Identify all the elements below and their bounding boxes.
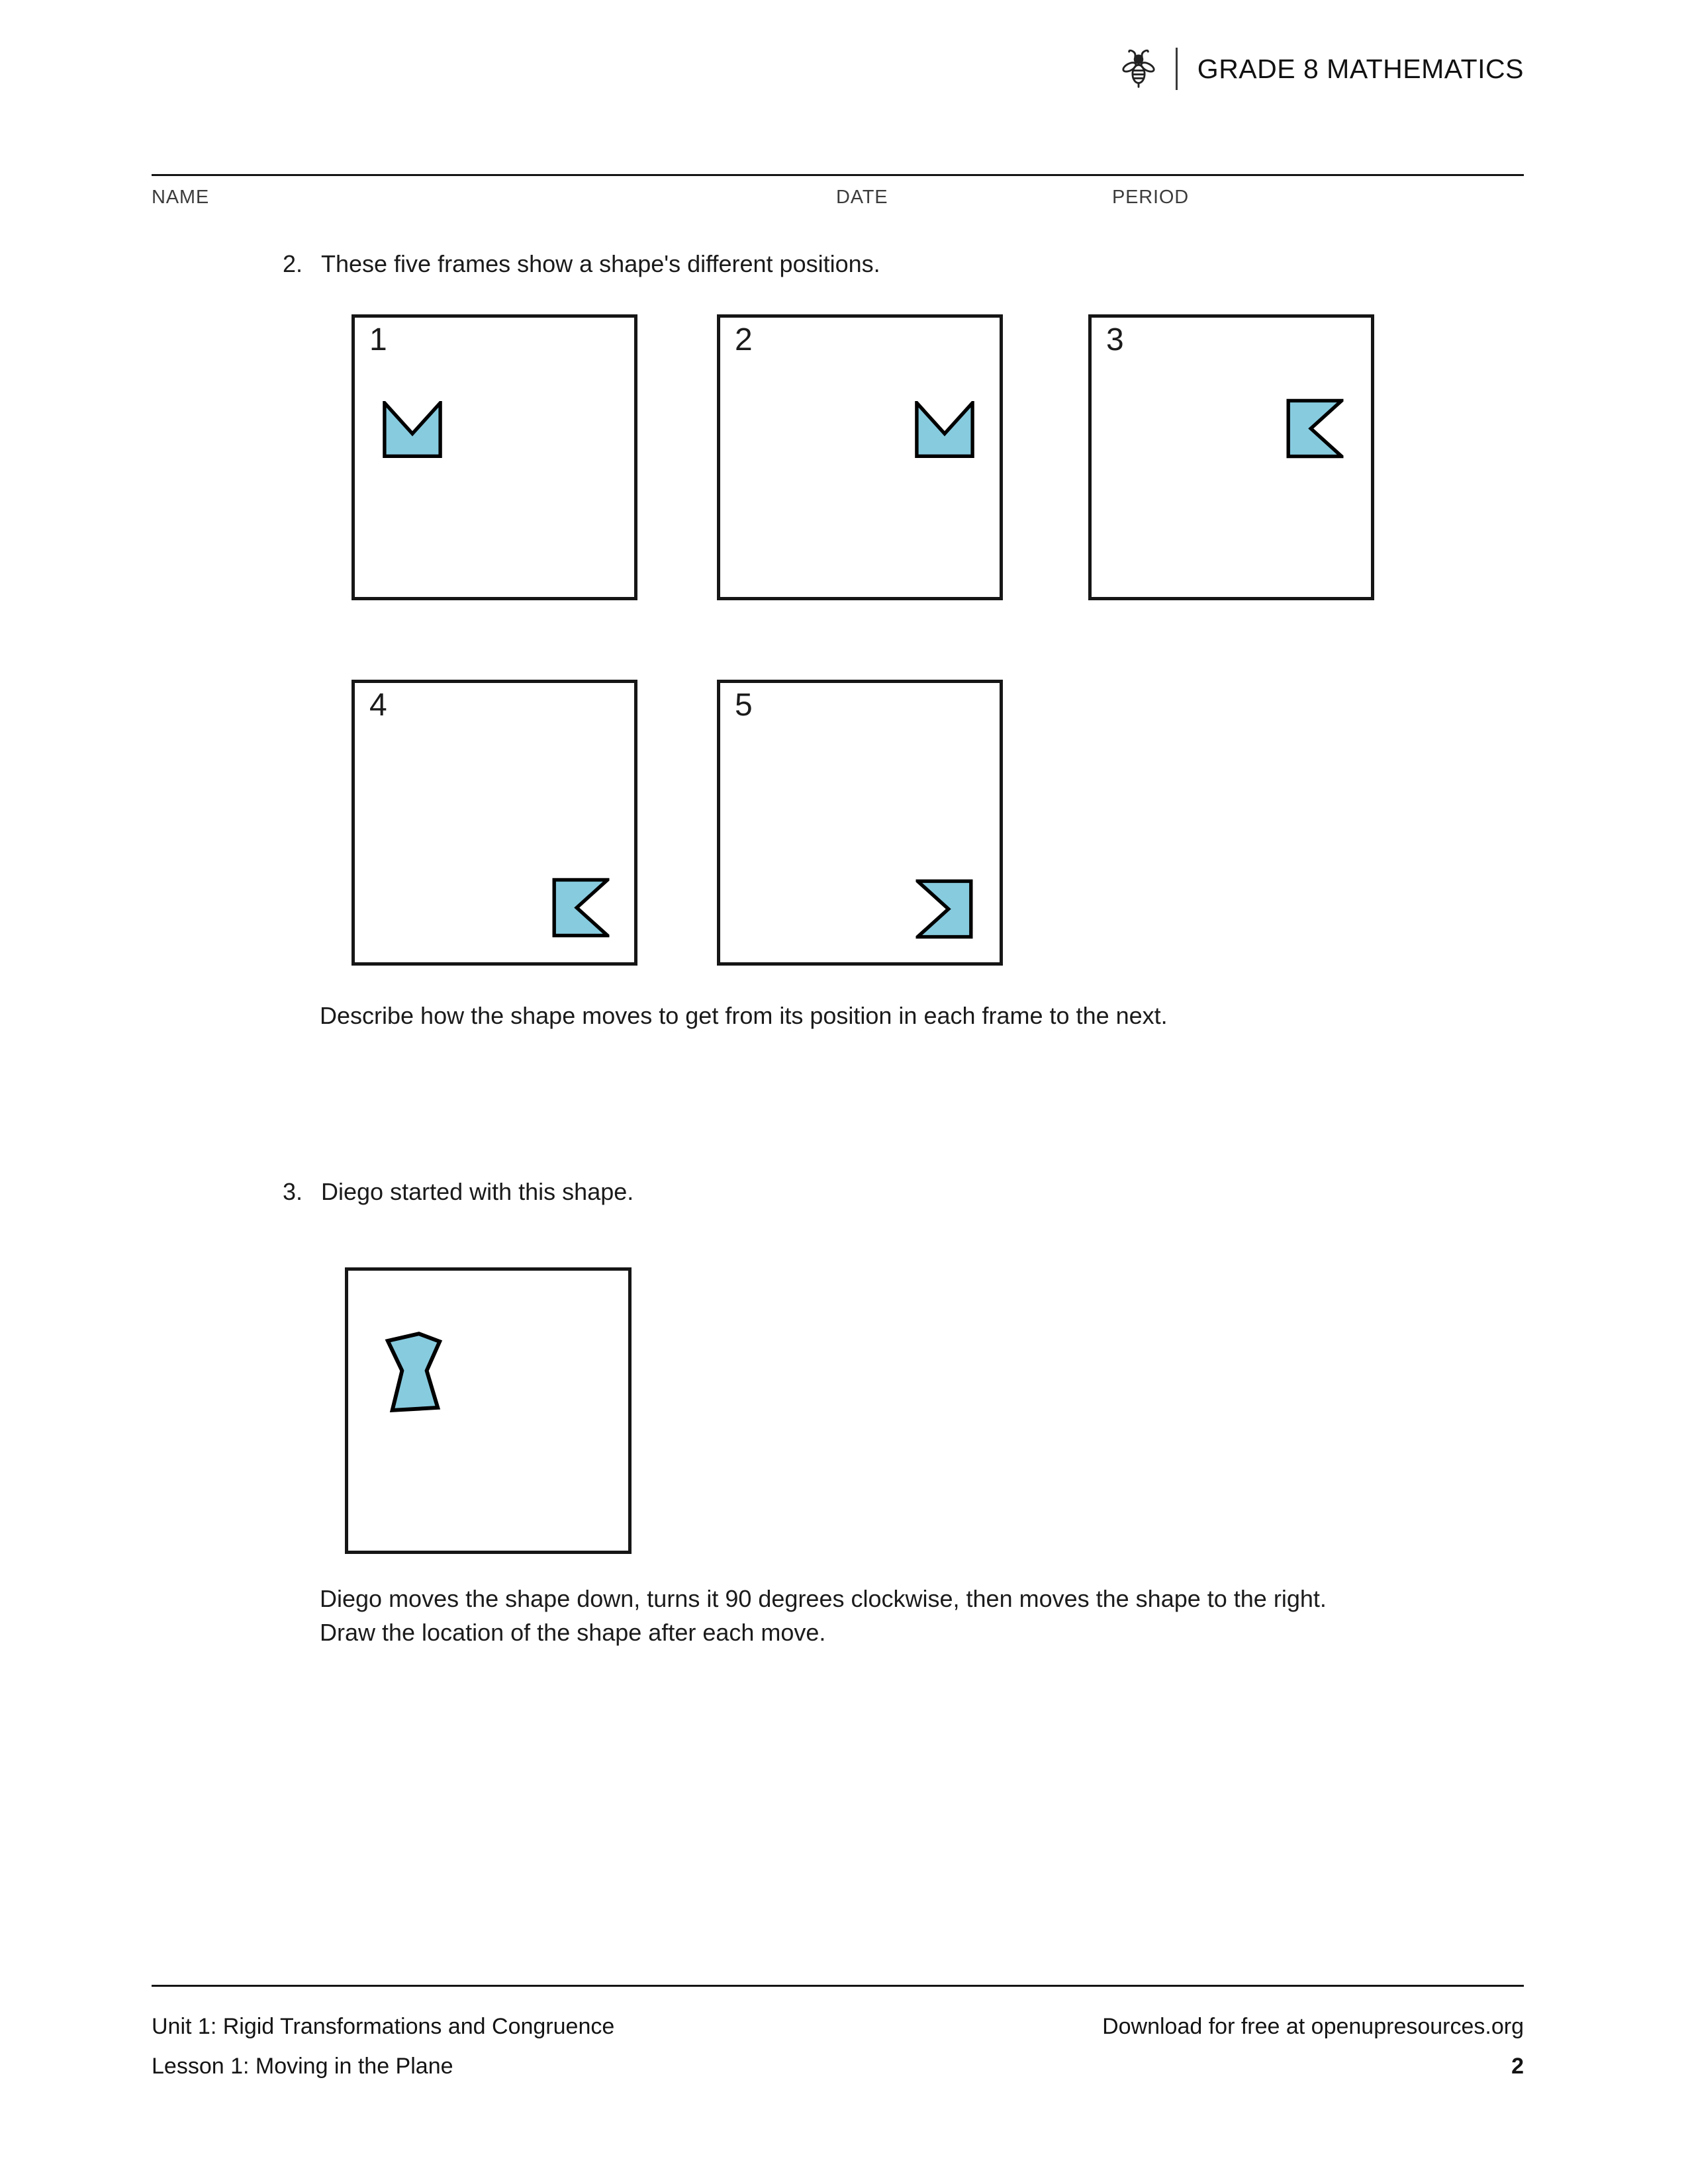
period-label: PERIOD <box>1112 187 1189 208</box>
footer-page-number: 2 <box>1511 2054 1524 2079</box>
problem3-instructions: Diego moves the shape down, turns it 90 degrees clockwise, then moves the shape to the right. Draw the location of the shape after each move. <box>320 1585 1327 1647</box>
name-label: NAME <box>152 187 209 208</box>
footer-lesson: Lesson 1: Moving in the Plane <box>152 2054 453 2079</box>
problem2-prompt: These five frames show a shape's different positions. <box>321 250 880 277</box>
problem2-describe-text: Describe how the shape moves to get from its position in each frame to the next. <box>320 1002 1168 1029</box>
page-header <box>1121 40 1524 98</box>
frame-3 <box>1088 314 1374 600</box>
flag-shape-frame-1 <box>383 401 442 461</box>
hourglass-shape <box>381 1332 446 1420</box>
problem3-frame <box>345 1267 632 1554</box>
flag-shape-frame-4 <box>549 878 610 938</box>
flag-shape-frame-2 <box>915 401 974 461</box>
frame-2-label: 2 <box>735 322 753 357</box>
footer-rule <box>152 1985 1524 1987</box>
footer-right <box>1102 2007 1524 2086</box>
flag-shape-frame-5 <box>916 880 976 939</box>
footer-left <box>152 2007 614 2086</box>
frame-5 <box>717 680 1003 966</box>
header-rule <box>152 174 1524 176</box>
problem3-number: 3. <box>283 1178 303 1205</box>
header-divider <box>1176 48 1178 90</box>
frame-5-label: 5 <box>735 688 753 723</box>
bee-logo-icon <box>1121 49 1156 89</box>
frame-2 <box>717 314 1003 600</box>
date-label: DATE <box>836 187 888 208</box>
frame-1 <box>352 314 637 600</box>
frame-3-label: 3 <box>1106 322 1124 357</box>
frame-1-label: 1 <box>369 322 387 357</box>
footer-download-text: Download for free at openupresources.org <box>1102 2014 1524 2039</box>
frame-4-label: 4 <box>369 688 387 723</box>
footer-unit: Unit 1: Rigid Transformations and Congruence <box>152 2014 615 2039</box>
problem3-prompt: Diego started with this shape. <box>321 1178 634 1205</box>
problem2-number: 2. <box>283 250 303 277</box>
flag-shape-frame-3 <box>1284 399 1344 459</box>
page-title: GRADE 8 MATHEMATICS <box>1197 53 1524 84</box>
frame-4 <box>352 680 637 966</box>
